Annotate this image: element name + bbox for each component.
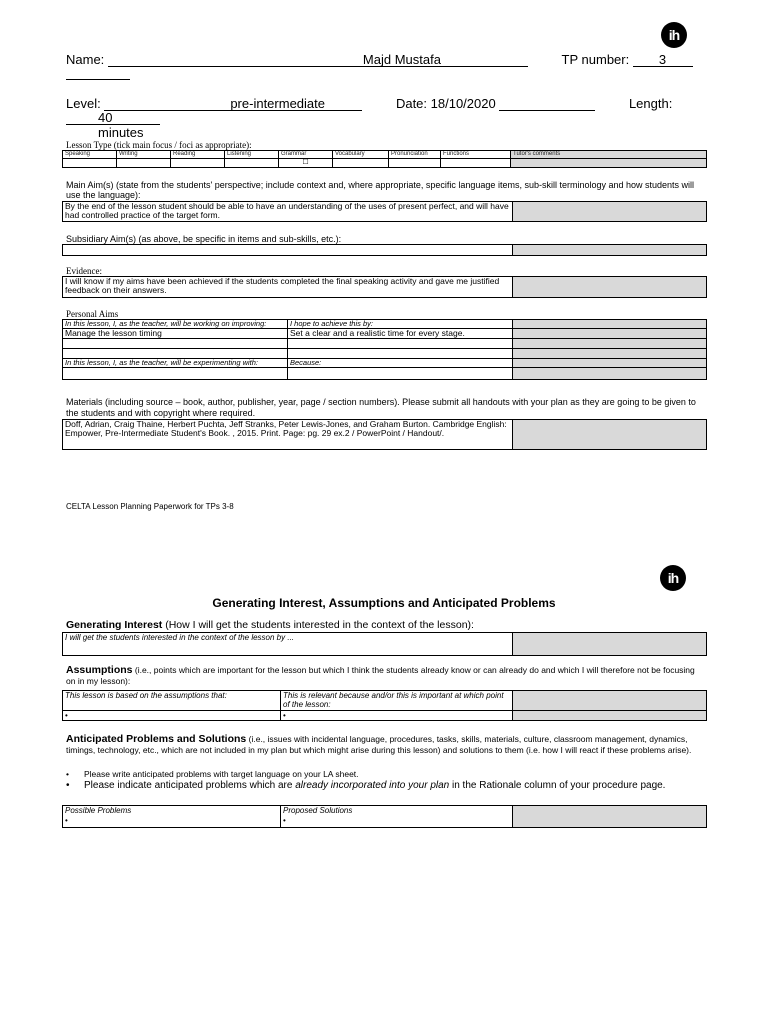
pa-row4-col2[interactable]	[288, 368, 513, 380]
pa-tutor-4	[513, 349, 707, 359]
ap-bullet-2	[66, 780, 704, 792]
pp-tutor	[513, 806, 707, 828]
materials-label: Materials (including source – book, author, publisher, year, page / section numbers). Please submit all handouts with your plan as they are going to be given to the students and with copyright where required.	[66, 397, 696, 418]
assumptions-label	[66, 665, 706, 687]
main-aims-label: Main Aim(s) (state from the students' perspective; include context and, where appropriate, specific language items, sub-skill terminology and how students will use the language):	[66, 180, 695, 200]
lt-speaking: Speaking	[63, 151, 117, 159]
as-label-bold: Assumptions	[66, 664, 133, 676]
page1-footer: CELTA Lesson Planning Paperwork for TPs 3-8	[66, 502, 234, 511]
as-tutor-1	[513, 691, 707, 711]
lt-reading: Reading	[171, 151, 225, 159]
materials-table	[62, 419, 707, 450]
level-field[interactable]	[104, 97, 362, 111]
generating-interest-table	[62, 632, 707, 656]
subsidiary-text[interactable]	[63, 245, 513, 256]
ap-label-bold: Anticipated Problems and Solutions	[66, 733, 247, 745]
subsidiary-table	[62, 244, 707, 256]
as-tutor-2	[513, 711, 707, 721]
ih-logo-page2: ih	[660, 565, 686, 591]
name-field[interactable]	[108, 53, 528, 67]
gi-cell[interactable]: I will get the students interested in the context of the lesson by ...	[63, 633, 513, 656]
pa-row3-col2[interactable]	[288, 349, 513, 359]
tick-speaking[interactable]	[63, 159, 117, 168]
main-aims-tutor	[513, 202, 707, 222]
ap-bullet-2-a: Please indicate anticipated problems which are	[84, 780, 296, 791]
name-label: Name:	[66, 52, 105, 67]
gi-tutor	[513, 633, 707, 656]
evidence-table	[62, 276, 707, 298]
pa-row2-col1[interactable]	[63, 339, 288, 349]
pa-tutor-5	[513, 359, 707, 368]
tick-writing[interactable]	[117, 159, 171, 168]
tick-tutor	[511, 159, 707, 168]
pa-tutor-3	[513, 339, 707, 349]
ap-bullet-2-c: in the Rationale column of your procedure page.	[449, 780, 666, 791]
evidence-text[interactable]: I will know if my aims have been achieved if the students completed the final speaking activity and gave me justified feedback on their answers.	[63, 277, 513, 298]
length-field[interactable]	[66, 110, 160, 140]
lt-writing: Writing	[117, 151, 171, 159]
lt-pronunciation: Pronunciation	[389, 151, 441, 159]
name-continuation-line	[66, 66, 130, 80]
page2-title: Generating Interest, Assumptions and Anticipated Problems	[212, 596, 556, 610]
ap-label-rest: (i.e., issues with incidental language, procedures, tasks, skills, materials, culture, classroom management, dynamics, timings, technology, etc., which are not included in my plan but which might arise during this lesson) and solutions to them (i.e. how I will react if these problems arise).	[66, 734, 692, 755]
length-value: 40 minutes	[98, 110, 144, 140]
level-label: Level:	[66, 96, 101, 111]
pp-col2-header: Proposed Solutions	[283, 806, 353, 815]
pa-row4-col1[interactable]	[63, 368, 288, 380]
tp-label: TP number:	[561, 52, 630, 67]
pa-tutor-1	[513, 320, 707, 329]
ap-bullet-1-text: Please write anticipated problems with target language on your LA sheet.	[84, 769, 359, 779]
pp-col1[interactable]	[63, 806, 281, 828]
tick-grammar[interactable]	[279, 159, 333, 168]
evidence-tutor	[513, 277, 707, 298]
main-aims-table	[62, 201, 707, 222]
gi-label-rest: (How I will get the students interested in the context of the lesson):	[162, 619, 474, 631]
tick-vocabulary[interactable]	[333, 159, 389, 168]
tick-pronunciation[interactable]	[389, 159, 441, 168]
length-label: Length:	[628, 96, 673, 111]
subsidiary-label: Subsidiary Aim(s) (as above, be specific in items and sub-skills, etc.):	[66, 234, 342, 244]
lt-vocabulary: Vocabulary	[333, 151, 389, 159]
lt-grammar: Grammar	[279, 151, 333, 159]
pa-header-experimenting: In this lesson, I, as the teacher, will be experimenting with:	[63, 359, 288, 368]
tick-functions[interactable]	[441, 159, 511, 168]
evidence-label: Evidence:	[66, 266, 102, 276]
personal-aims-label: Personal Aims	[66, 309, 119, 319]
pp-col2-bullet: •	[283, 816, 286, 825]
as-col2-header: This is relevant because and/or this is important at which point of the lesson:	[281, 691, 513, 711]
pa-row1-col2[interactable]: Set a clear and a realistic time for every stage.	[288, 329, 513, 339]
materials-text[interactable]: Doff, Adrian, Craig Thaine, Herbert Puchta, Jeff Stranks, Peter Lewis-Jones, and Graham Burton. Cambridge English: Empower, Pre-Intermediate Student's Book. , 2015. Print. Page: pg. 29 ex.2 / PowerPoint / Handout/.	[63, 420, 513, 450]
ih-logo: ih	[661, 22, 687, 48]
pp-col1-header: Possible Problems	[65, 806, 132, 815]
date-field[interactable]	[499, 97, 595, 111]
bullet-dot-1: •	[66, 769, 69, 779]
level-value: pre-intermediate	[230, 96, 325, 111]
ap-bullet-1	[66, 769, 706, 779]
pa-tutor-6	[513, 368, 707, 380]
name-row	[66, 52, 706, 67]
lt-functions: Functions	[441, 151, 511, 159]
lesson-type-table	[62, 150, 707, 168]
bullet-dot-2: •	[66, 780, 70, 791]
anticipated-problems-label	[66, 734, 706, 756]
level-row	[66, 96, 746, 111]
pa-header-improving: In this lesson, I, as the teacher, will be working on improving:	[63, 320, 288, 329]
materials-tutor	[513, 420, 707, 450]
grammar-tick-box: ☐	[302, 159, 309, 166]
pa-tutor-2	[513, 329, 707, 339]
pa-row1-col1[interactable]: Manage the lesson timing	[63, 329, 288, 339]
pa-row3-col1[interactable]	[63, 349, 288, 359]
pa-header-achieve: I hope to achieve this by:	[288, 320, 513, 329]
gi-label-bold: Generating Interest	[66, 619, 163, 631]
as-bullet-1[interactable]: •	[63, 711, 281, 721]
as-col1-header: This lesson is based on the assumptions that:	[63, 691, 281, 711]
as-bullet-2[interactable]: •	[281, 711, 513, 721]
tick-reading[interactable]	[171, 159, 225, 168]
date-label: Date: 18/10/2020	[395, 96, 496, 111]
as-label-rest: (i.e., points which are important for the lesson but which I think the students already know or can already do and which I will therefore not be focusing on in my lesson):	[66, 665, 695, 686]
main-aims-text[interactable]: By the end of the lesson student should be able to have an understanding of the uses of present perfect, and will have had controlled practice of the target form.	[63, 202, 513, 222]
lt-listening: Listening	[225, 151, 279, 159]
subsidiary-tutor	[513, 245, 707, 256]
tp-field[interactable]	[633, 53, 693, 67]
tp-value: 3	[658, 52, 667, 67]
assumptions-table	[62, 690, 707, 721]
tick-listening[interactable]	[225, 159, 279, 168]
pa-header-because: Because:	[288, 359, 513, 368]
pa-row2-col2[interactable]	[288, 339, 513, 349]
lesson-type-label: Lesson Type (tick main focus / foci as appropriate):	[66, 140, 252, 150]
name-value: Majd Mustafa	[362, 52, 441, 67]
lt-tutor-comments: Tutor's comments	[511, 151, 707, 159]
problems-table	[62, 805, 707, 828]
pp-col1-bullet: •	[65, 816, 68, 825]
ap-bullet-2-b: already incorporated into your plan	[295, 780, 450, 791]
generating-interest-label	[66, 619, 474, 631]
pp-col2[interactable]	[281, 806, 513, 828]
personal-aims-table	[62, 319, 707, 380]
